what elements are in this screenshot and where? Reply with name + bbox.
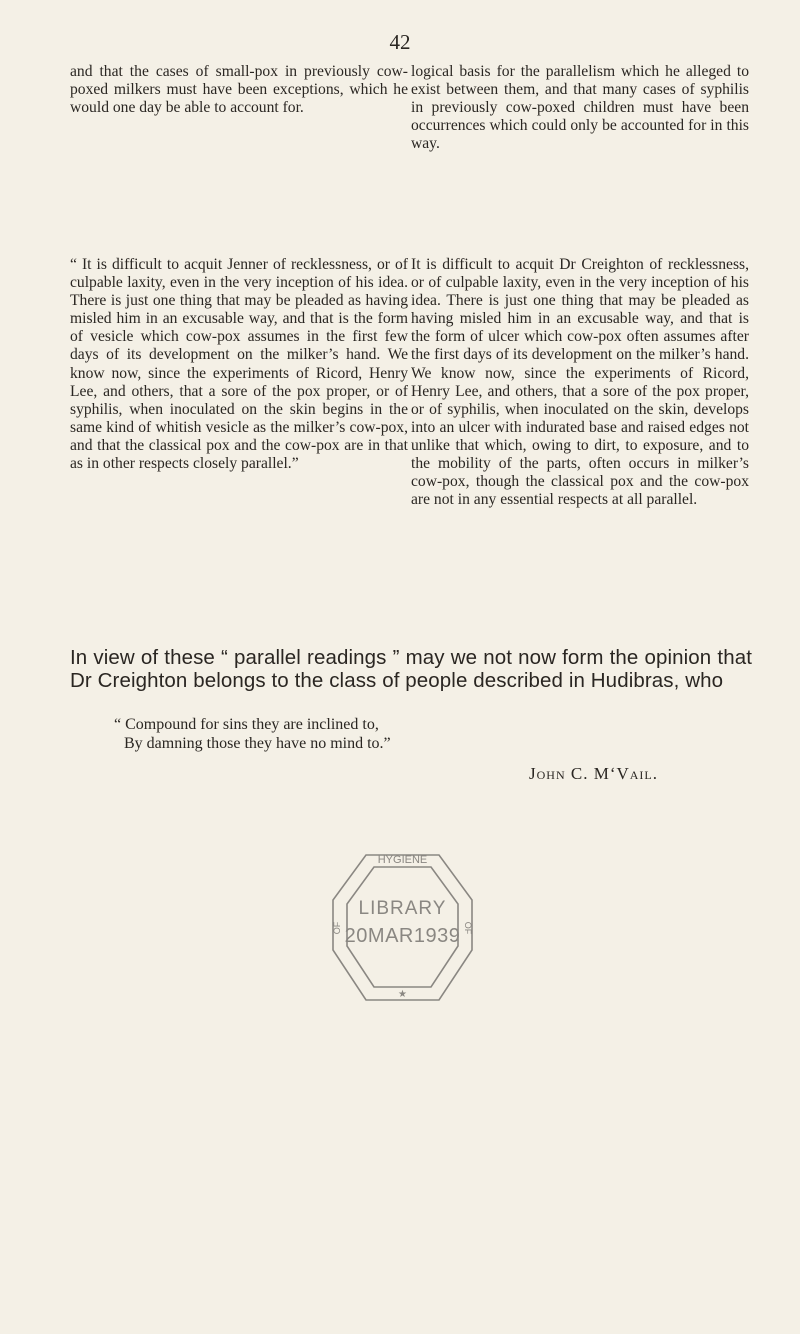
page-number: 42 <box>389 30 411 54</box>
right-column-bottom <box>411 256 749 509</box>
stamp-side-right: OF <box>463 921 473 935</box>
conclusion-paragraph: In view of these “ parallel readings ” may we not now form the opinion that Dr Creighton belongs to the class of people described in Hudibras, who <box>70 646 752 692</box>
right-paragraph-2: It is difficult to acquit Dr Creighton of recklessness, or of culpable laxity, even in the very inception of his idea. There is just one thing that may be pleaded as having misled him in an excusable way, and that is the form of ulcer which cow-pox often assumes after the first days of its development on the milker’s hand. We know now, since the experiments of Ricord, Henry Lee, and others, that a sore of the pox proper, or of syphilis, when inoculated on the skin, develops into an ulcer with indurated base and raised edges not unlike that which, owing to dirt, to exposure, and to the mobility of the parts, often occurs in milker’s cow-pox, though the classical pox and the cow-pox are not in any essential respects at all parallel. <box>411 256 749 509</box>
conclusion-text <box>70 647 752 692</box>
stamp-date: 20MAR1939 <box>344 925 461 947</box>
library-stamp-icon <box>330 830 475 1010</box>
hudibras-quote <box>114 716 734 753</box>
left-column-top <box>70 63 408 117</box>
right-column-top <box>411 63 749 153</box>
author-signature: John C. M‘Vail. <box>529 764 658 783</box>
left-paragraph-2: “ It is difficult to acquit Jenner of recklessness, or of culpable laxity, even in the very inception of his idea. There is just one thing that may be pleaded as having misled him in an excusable way, and that is the form of vesicle which cow-pox assumes in the first few days of its development on the milker’s hand. We know now, since the experiments of Ricord, Henry Lee, and others, that a sore of the pox proper, or of syphilis, when inoculated on the skin begins in the same kind of whitish vesicle as the milker’s cow-pox, and that the classical pox and the cow-pox are in that as in other respects closely parallel.” <box>70 256 408 473</box>
stamp-star-icon: ★ <box>398 989 407 1000</box>
quote-line-1: “ Compound for sins they are inclined to, <box>114 716 379 733</box>
left-paragraph-1: and that the cases of small-pox in previously cow-poxed milkers must have been exceptions, which he would one day be able to account for. <box>70 63 408 117</box>
left-column-bottom <box>70 256 408 473</box>
quote-line-2: By damning those they have no mind to.” <box>124 734 391 752</box>
stamp-library-label: LIBRARY <box>358 898 447 919</box>
right-paragraph-1: logical basis for the parallelism which he alleged to exist between them, and that many cases of syphilis in previously cow-poxed children must have been occurrences which could only be accounted for in this way. <box>411 63 749 153</box>
stamp-side-left: OF <box>332 921 342 935</box>
stamp-arc-top: HYGIENE <box>377 854 428 866</box>
